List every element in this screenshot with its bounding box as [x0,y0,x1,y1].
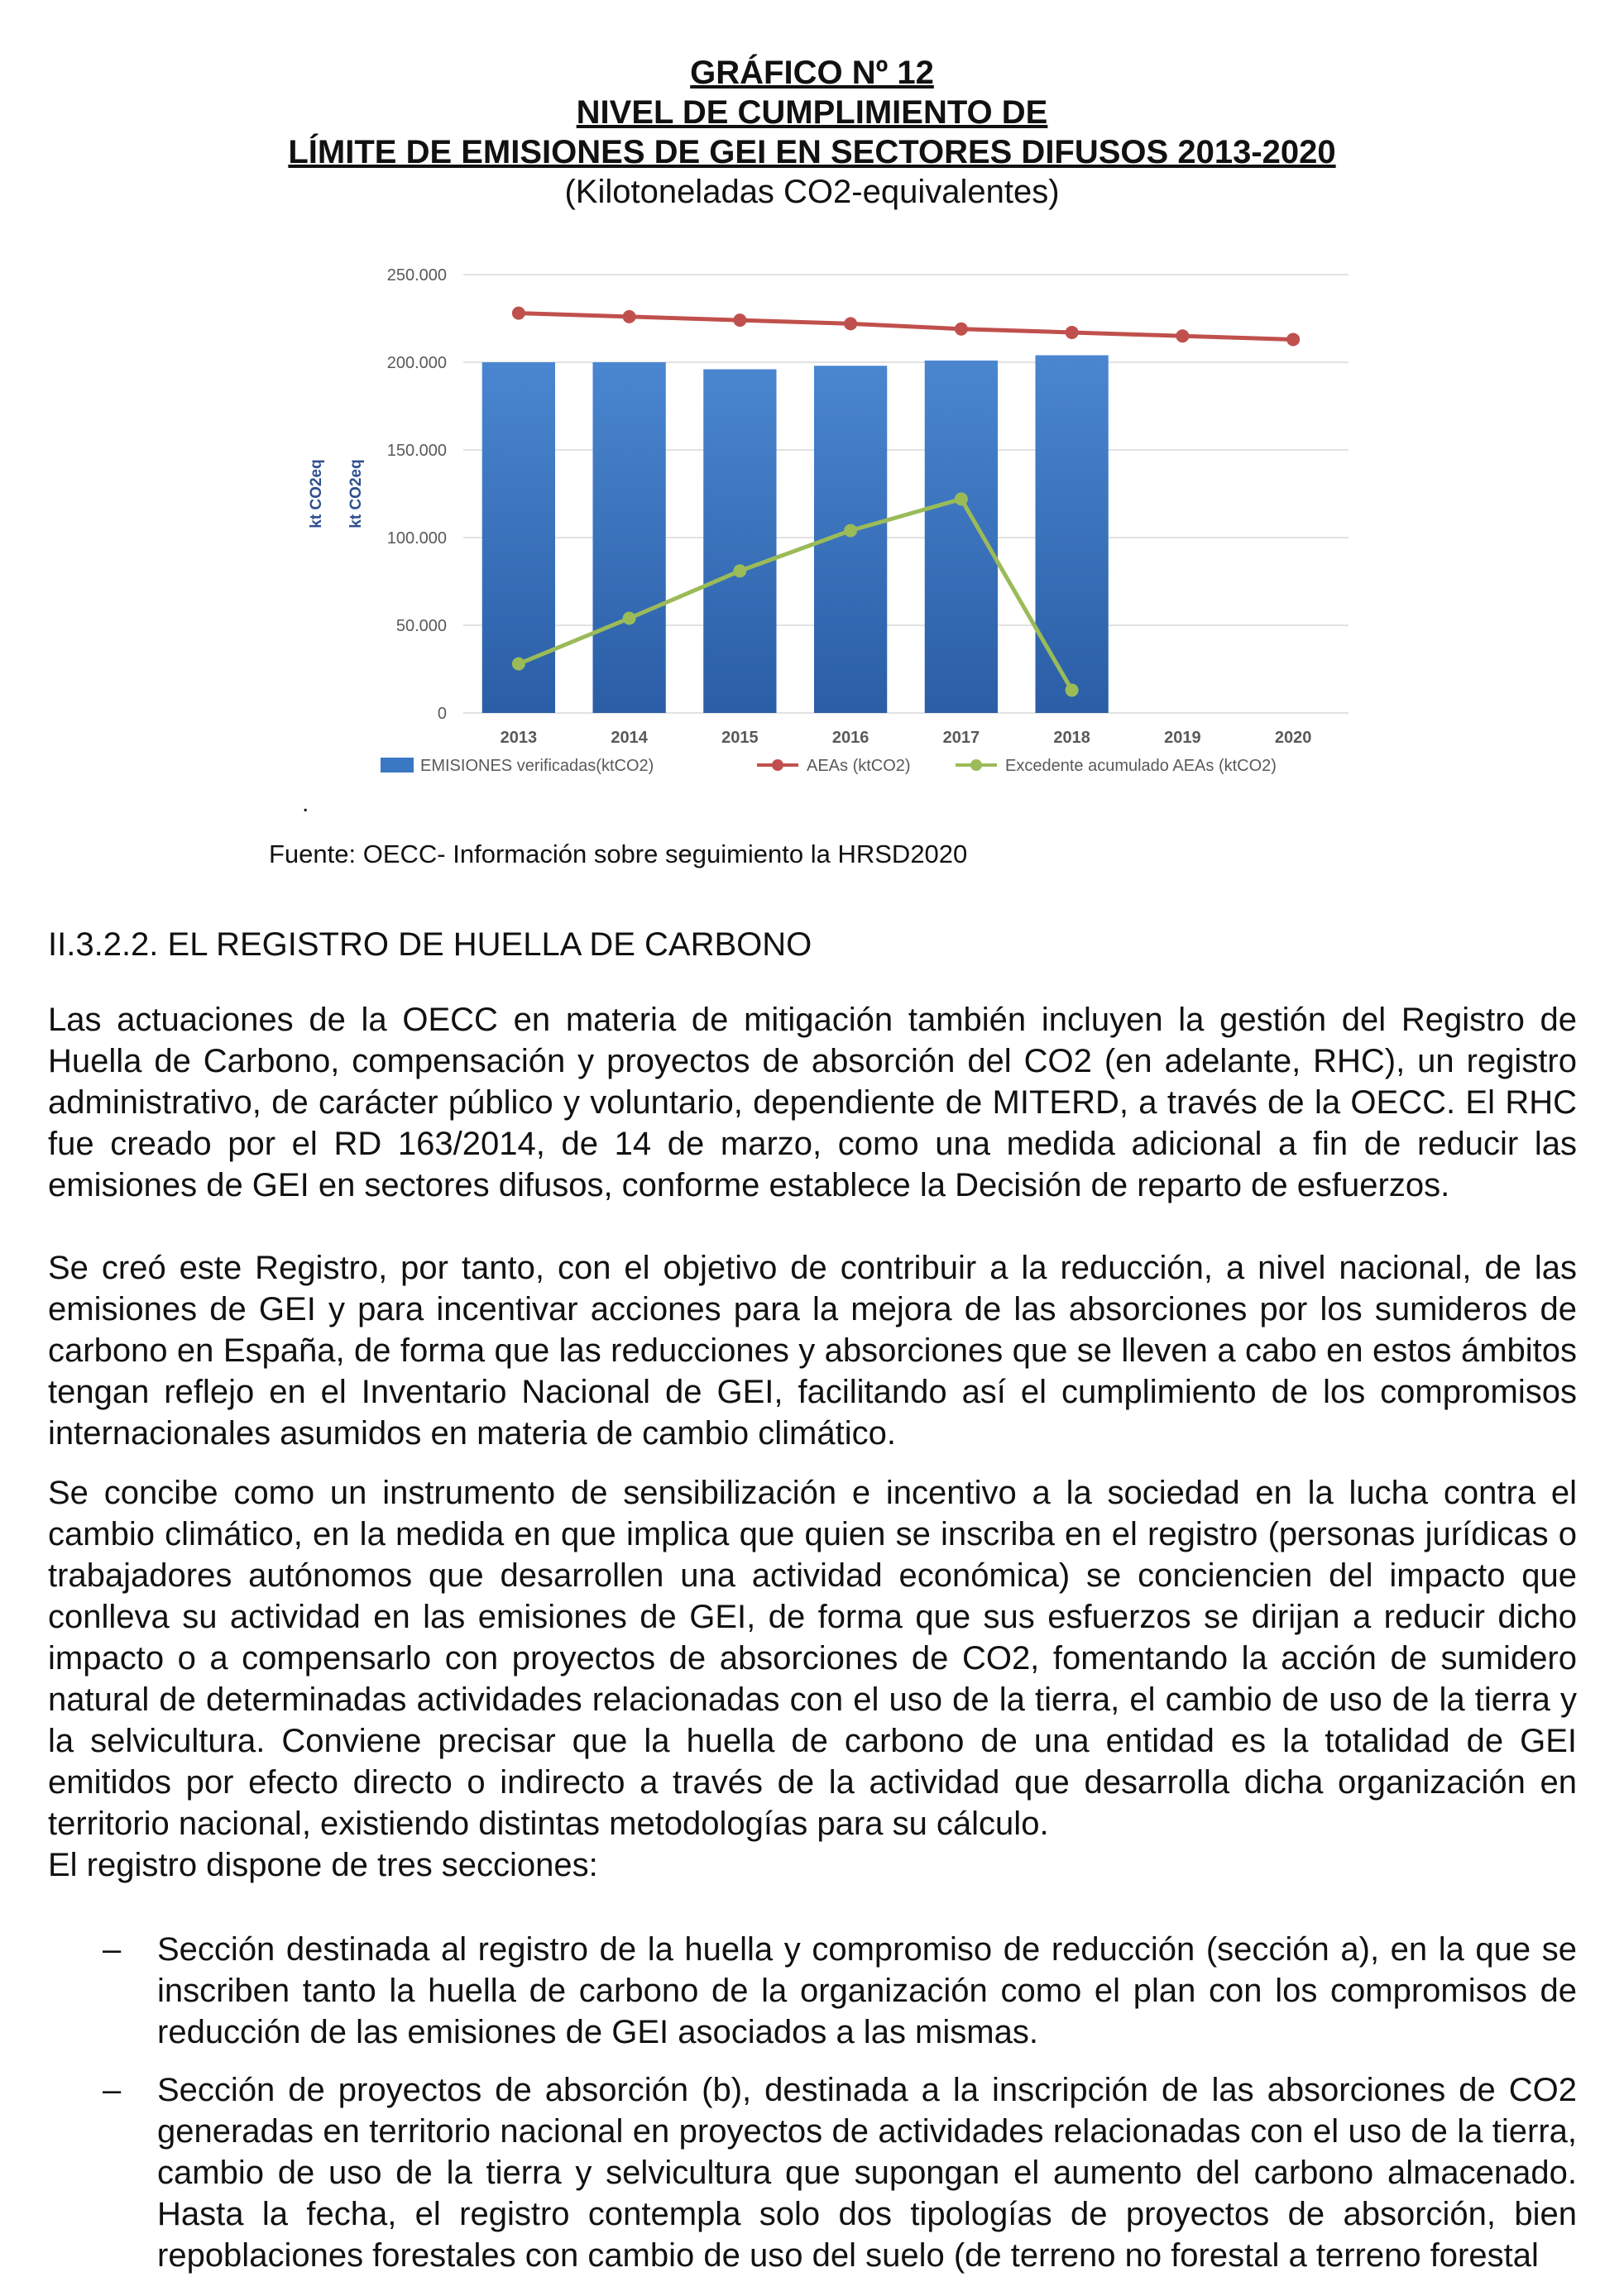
aeas-point [955,323,968,336]
paragraph-1: Las actuaciones de la OECC en materia de mitigación también incluyen la gestión del Registro de Huella de Carbono, compensación y proyectos de absorción del CO2 (en adelante, RHC), un registro administrativo, de carácter público y voluntario, dependiente de MITERD, a través de la OECC. El RHC fue creado por el RD 163/2014, de 14 de marzo, como una medida adicional a fin de reducir las emisiones de GEI en sectores difusos, conforme establece la Decisión de reparto de esfuerzos. [48,1002,1577,1203]
y-tick-label: 200.000 [386,354,447,372]
paragraph-3: Se concibe como un instrumento de sensibilización e incentivo a la sociedad en la lucha contra el cambio climático, en la medida en que implica que quien se inscriba en el registro (personas jurídicas o trabajadores autónomos que desarrollen una actividad económica) se conciencien del impacto que conlleva su actividad en las emisiones de GEI, de forma que sus esfuerzos se dirijan a reducir dicho impacto o a compensarlo con proyectos de absorciones de CO2, fomentando la acción de sumidero natural de determinadas actividades relacionadas con el uso de la tierra, el cambio de uso de la tierra y la selvicultura. Conviene precisar que la huella de carbono de una entidad es la totalidad de GEI emitidos por efecto directo o indirecto a través de la actividad que desarrolla dicha organización en territorio nacional, existiendo distintas metodologías para su cálculo. [48,1475,1577,1842]
figure-title-line-3: LÍMITE DE EMISIONES DE GEI EN SECTORES DIFUSOS 2013-2020 [288,134,1336,170]
legend-swatch-emissions [381,758,414,773]
x-tick-label: 2018 [1053,729,1090,747]
surplus-point [733,564,746,577]
stray-dot: . [302,790,309,817]
x-tick-label: 2017 [942,729,980,747]
x-tick-label: 2016 [831,729,869,747]
aeas-point [844,317,857,330]
legend-marker-aeas [772,759,783,771]
surplus-point [844,524,857,538]
y-tick-label: 100.000 [386,529,447,548]
list-item-text: Sección de proyectos de absorción (b), destinada a la inscripción de las absorciones de CO2 generadas en territorio nacional en proyectos de actividades relacionadas con el uso de la tierra, cambio de uso de la tierra y selvicultura que supongan el aumento del carbono almacenado. Hasta la fecha, el registro contempla solo dos tipologías de proyectos de absorción, bien repoblaciones forestales con cambio de uso del suelo (de terreno no forestal a terreno forestal [157,2072,1577,2274]
figure-title-block [0,53,1624,212]
surplus-point [1066,683,1079,696]
x-tick-label: 2020 [1274,729,1312,747]
emissions-chart [298,248,1357,794]
aeas-point [1286,332,1300,346]
aeas-point [733,313,746,327]
paragraph-2: Se creó este Registro, por tanto, con el objetivo de contribuir a la reducción, a nivel nacional, de las emisiones de GEI y para incentivar acciones para la mejora de las absorciones por los sumideros de carbono en España, de forma que las reducciones y absorciones que se lleven a cabo en estos ámbitos tengan reflejo en el Inventario Nacional de GEI, facilitando así el cumplimiento de los compromisos internacionales asumidos en materia de cambio climático. [48,1250,1577,1452]
y-tick-label: 0 [437,705,447,723]
y-tick-label: 150.000 [386,442,447,460]
legend-label: AEAs (ktCO2) [807,757,911,775]
surplus-point [623,612,636,625]
surplus-point [512,658,525,671]
paragraph-4: El registro dispone de tres secciones: [48,1847,598,1883]
list-bullet: – [103,1931,122,1968]
x-tick-label: 2019 [1164,729,1201,747]
y-tick-label: 50.000 [395,617,447,635]
list-bullet: – [103,2072,122,2108]
x-tick-label: 2015 [721,729,759,747]
figure-source: Fuente: OECC- Información sobre seguimiento la HRSD2020 [269,839,968,868]
list-item-text: Sección destinada al registro de la huella y compromiso de reducción (sección a), en la que se inscriben tanto la huella de carbono de la organización como el plan con los compromisos de reducción de las emisiones de GEI asociados a las mismas. [157,1931,1577,2050]
list-item [103,2069,1577,2276]
bar [703,369,776,713]
aeas-point [1066,326,1079,339]
legend-label: Excedente acumulado AEAs (ktCO2) [1005,757,1277,775]
aeas-point [1176,329,1189,342]
aeas-point [623,310,636,323]
x-tick-label: 2013 [500,729,538,747]
section-heading: II.3.2.2. EL REGISTRO DE HUELLA DE CARBONO [48,926,812,963]
y-axis-label: kt CO2eq [308,459,325,529]
x-tick-label: 2014 [611,729,648,747]
bar [592,362,665,713]
legend-marker-surplus [970,759,982,771]
bar [925,361,998,713]
y-axis-label: kt CO2eq [347,459,365,529]
figure-title: GRÁFICO Nº 12 [690,55,934,91]
bar [1035,356,1108,713]
figure-title-line-2: NIVEL DE CUMPLIMIENTO DE [576,94,1048,131]
list-item [103,1929,1577,2053]
figure-subtitle: (Kilotoneladas CO2-equivalentes) [564,174,1060,210]
legend-label: EMISIONES verificadas(ktCO2) [420,757,654,775]
y-tick-label: 250.000 [386,266,447,285]
aeas-point [512,307,525,320]
surplus-point [955,492,968,505]
